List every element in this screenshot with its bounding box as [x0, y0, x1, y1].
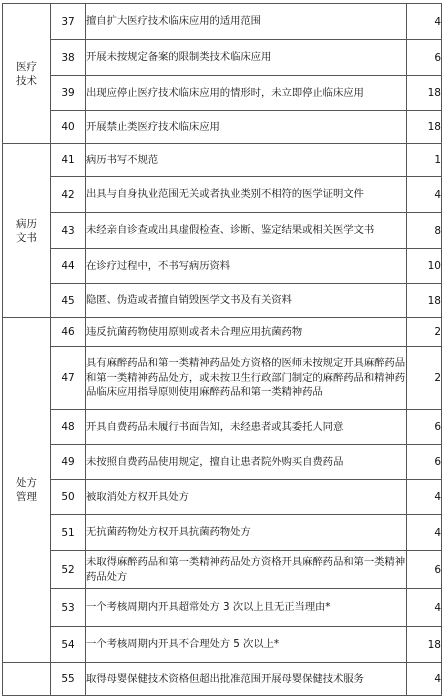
item-number: 40: [51, 111, 86, 144]
item-number: 43: [51, 213, 86, 249]
item-description: 在诊疗过程中，不书写病历资料: [86, 249, 407, 284]
violation-scoring-table: [2, 3, 442, 696]
table-row: [3, 177, 442, 213]
category-cell-medical-tech: [3, 4, 51, 144]
item-score: 4: [407, 589, 442, 627]
item-score: 6: [407, 410, 442, 445]
table-row: [3, 76, 442, 111]
item-description: 违反抗菌药物使用原则或者未合理应用抗菌药物: [86, 318, 407, 347]
table-row: [3, 213, 442, 249]
table-row: [3, 551, 442, 589]
item-score: 1: [407, 144, 442, 177]
item-score: 8: [407, 213, 442, 249]
item-description: 被取消处方权开具处方: [86, 480, 407, 515]
table-row: [3, 284, 442, 318]
table-row: [3, 515, 442, 551]
item-description: 一个考核周期内开具超常处方 3 次以上且无正当理由*: [86, 589, 407, 627]
item-score: 18: [407, 111, 442, 144]
item-number: 51: [51, 515, 86, 551]
item-description: 一个考核周期内开具不合理处方 5 次以上*: [86, 627, 407, 663]
item-score: 18: [407, 627, 442, 663]
item-score: 6: [407, 551, 442, 589]
item-number: 52: [51, 551, 86, 589]
item-score: 4: [407, 663, 442, 696]
table-row: [3, 627, 442, 663]
item-number: 45: [51, 284, 86, 318]
category-label: 医疗 技术: [16, 60, 37, 87]
item-number: 50: [51, 480, 86, 515]
table-row: [3, 4, 442, 40]
item-score: 10: [407, 249, 442, 284]
item-description: 擅自扩大医疗技术临床应用的适用范围: [86, 4, 407, 40]
item-number: 53: [51, 589, 86, 627]
table-row: [3, 663, 442, 696]
table-row: [3, 347, 442, 410]
item-score: 6: [407, 445, 442, 480]
table-row: [3, 40, 442, 76]
item-description: 未取得麻醉药品和第一类精神药品处方资格开具麻醉药品和第一类精神药品处方: [86, 551, 407, 589]
item-score: 6: [407, 40, 442, 76]
item-description: 取得母婴保健技术资格但超出批准范围开展母婴保健技术服务: [86, 663, 407, 696]
item-number: 39: [51, 76, 86, 111]
item-description: 开展禁止类医疗技术临床应用: [86, 111, 407, 144]
item-number: 47: [51, 347, 86, 410]
category-cell-blank: [3, 663, 51, 696]
item-score: 4: [407, 177, 442, 213]
item-description: 未按照自费药品使用规定，擅自让患者院外购买自费药品: [86, 445, 407, 480]
item-score: 4: [407, 515, 442, 551]
table-row: [3, 144, 442, 177]
item-number: 46: [51, 318, 86, 347]
item-score: 4: [407, 480, 442, 515]
table-row: [3, 111, 442, 144]
item-number: 48: [51, 410, 86, 445]
category-cell-prescription: [3, 318, 51, 663]
item-description: 隐匿、伪造或者擅自销毁医学文书及有关资料: [86, 284, 407, 318]
table-row: [3, 318, 442, 347]
item-number: 37: [51, 4, 86, 40]
item-description: 出现应停止医疗技术临床应用的情形时，未立即停止临床应用: [86, 76, 407, 111]
table-row: [3, 589, 442, 627]
item-number: 55: [51, 663, 86, 696]
item-number: 54: [51, 627, 86, 663]
item-number: 41: [51, 144, 86, 177]
item-number: 42: [51, 177, 86, 213]
item-number: 44: [51, 249, 86, 284]
item-description: 开展未按规定备案的限制类技术临床应用: [86, 40, 407, 76]
category-label: 病历 文书: [16, 217, 37, 244]
item-score: 4: [407, 4, 442, 40]
table-row: [3, 480, 442, 515]
table-row: [3, 410, 442, 445]
table-row: [3, 445, 442, 480]
category-cell-records: [3, 144, 51, 318]
item-score: 18: [407, 284, 442, 318]
item-description: 无抗菌药物处方权开具抗菌药物处方: [86, 515, 407, 551]
category-label: 处方 管理: [16, 477, 37, 503]
item-number: 49: [51, 445, 86, 480]
table-row: [3, 249, 442, 284]
item-score: 2: [407, 318, 442, 347]
item-description: 具有麻醉药品和第一类精神药品处方资格的医师未按规定开具麻醉药品和第一类精神药品处方，或未按卫生行政部门制定的麻醉药品和精神药品临床应用指导原则使用麻醉药品和第一类精神药品: [86, 347, 407, 410]
item-description: 未经亲自诊查或出具虚假检查、诊断、鉴定结果或相关医学文书: [86, 213, 407, 249]
item-score: 2: [407, 347, 442, 410]
item-description: 开具自费药品未履行书面告知，未经患者或其委托人同意: [86, 410, 407, 445]
item-description: 病历书写不规范: [86, 144, 407, 177]
item-score: 18: [407, 76, 442, 111]
item-number: 38: [51, 40, 86, 76]
item-description: 出具与自身执业范围无关或者执业类别不相符的医学证明文件: [86, 177, 407, 213]
